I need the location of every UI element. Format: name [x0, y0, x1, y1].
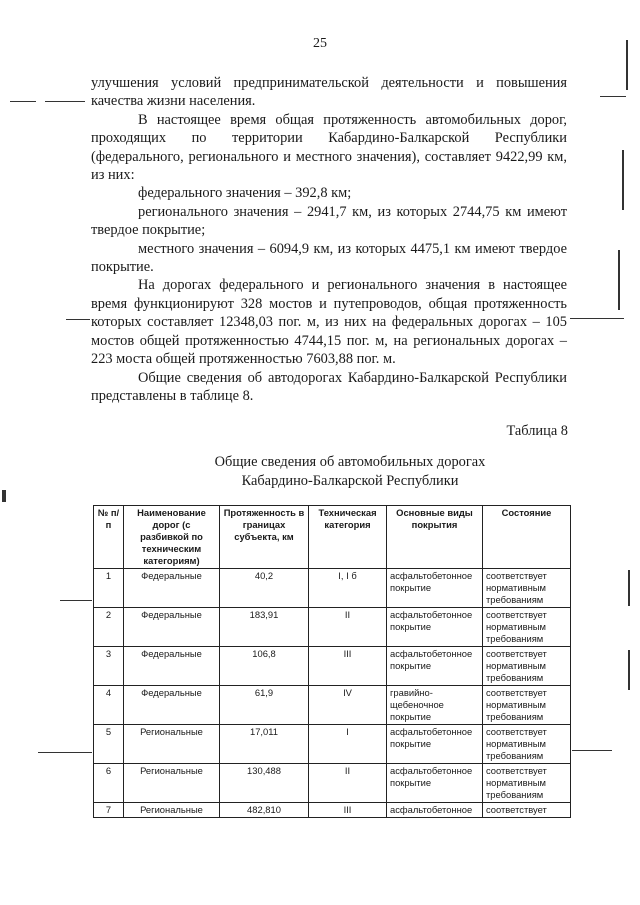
scan-artifact — [618, 250, 620, 310]
table-caption: Таблица 8 — [506, 423, 568, 439]
paragraph: В настоящее время общая протяженность автомобильных дорог, проходящих по территории Кабардино-Балкарской Республики (федерального, регионального и местного значения), составляет 9422,99 км, из них: — [91, 111, 567, 184]
cell-road-name: Федеральные — [124, 647, 220, 686]
scan-artifact — [66, 319, 90, 320]
cell-category: III — [309, 803, 387, 818]
table-header-row — [94, 506, 571, 569]
list-item: федерального значения – 392,8 км; — [138, 185, 352, 202]
table-title-line: Общие сведения об автомобильных дорогах — [214, 454, 486, 470]
cell-category: III — [309, 647, 387, 686]
cell-road-name: Региональные — [124, 725, 220, 764]
cell-surface: гравийно-щебеночное покрытие — [387, 686, 483, 725]
cell-road-name: Федеральные — [124, 686, 220, 725]
cell-surface: асфальтобетонное покрытие — [387, 608, 483, 647]
paragraph: На дорогах федерального и регионального значения в настоящее время функционируют 328 мостов и путепроводов, общая протяженность которых составляет 12348,03 пог. м, из них на федеральных дорогах – 105 мостов общей протяженностью 4744,15 пог. м, на региональных дорогах – 223 моста общей протяженностью 7603,88 пог. м. — [91, 277, 567, 368]
cell-length: 130,488 — [220, 764, 309, 803]
cell-surface: асфальтобетонное покрытие — [387, 725, 483, 764]
scan-artifact — [2, 490, 6, 502]
list-item: местного значения – 6094,9 км, из которых 4475,1 км имеют твердое покрытие. — [91, 240, 567, 276]
scan-artifact — [600, 96, 626, 97]
cell-surface: асфальтобетонное — [387, 803, 483, 818]
cell-road-name: Федеральные — [124, 608, 220, 647]
cell-category: IV — [309, 686, 387, 725]
column-header: Наименование дорог (с разбивкой по техническим категориям) — [124, 506, 220, 569]
cell-number: 4 — [94, 686, 124, 725]
cell-number: 2 — [94, 608, 124, 647]
cell-condition: соответствует нормативным требованиям — [483, 686, 571, 725]
cell-condition: соответствует — [483, 803, 571, 818]
cell-length: 183,91 — [220, 608, 309, 647]
scan-artifact — [622, 150, 624, 210]
cell-category: II — [309, 608, 387, 647]
cell-category: I — [309, 725, 387, 764]
table-row — [94, 803, 571, 818]
cell-length: 40,2 — [220, 569, 309, 608]
cell-length: 17,011 — [220, 725, 309, 764]
table-title — [150, 453, 550, 491]
cell-category: II — [309, 764, 387, 803]
cell-length: 106,8 — [220, 647, 309, 686]
cell-surface: асфальтобетонное покрытие — [387, 764, 483, 803]
cell-condition: соответствует нормативным требованиям — [483, 608, 571, 647]
cell-number: 7 — [94, 803, 124, 818]
cell-number: 3 — [94, 647, 124, 686]
table-title-line: Кабардино-Балкарской Республики — [241, 473, 459, 489]
cell-surface: асфальтобетонное покрытие — [387, 569, 483, 608]
column-header: Основные виды покрытия — [387, 506, 483, 569]
table-row — [94, 569, 571, 608]
scan-artifact — [628, 570, 630, 606]
table-row — [94, 686, 571, 725]
paragraph: улучшения условий предпринимательской деятельности и повышения качества жизни населения. — [91, 75, 567, 110]
scan-artifact — [572, 750, 612, 751]
cell-number: 6 — [94, 764, 124, 803]
list-item: регионального значения – 2941,7 км, из которых 2744,75 км имеют твердое покрытие; — [91, 203, 567, 239]
cell-condition: соответствует нормативным требованиям — [483, 725, 571, 764]
cell-road-name: Федеральные — [124, 569, 220, 608]
scan-artifact — [628, 650, 630, 690]
cell-length: 61,9 — [220, 686, 309, 725]
cell-condition: соответствует нормативным требованиям — [483, 569, 571, 608]
scan-artifact — [10, 101, 36, 102]
cell-road-name: Региональные — [124, 803, 220, 818]
cell-condition: соответствует нормативным требованиям — [483, 764, 571, 803]
table-row — [94, 725, 571, 764]
scan-artifact — [60, 600, 92, 601]
cell-number: 5 — [94, 725, 124, 764]
paragraph: Общие сведения об автодорогах Кабардино-Балкарской Республики представлены в таблице 8. — [91, 369, 567, 404]
column-header: № п/п — [94, 506, 124, 569]
column-header: Состояние — [483, 506, 571, 569]
body-text — [91, 74, 567, 405]
table-row — [94, 647, 571, 686]
table-row — [94, 764, 571, 803]
cell-length: 482,810 — [220, 803, 309, 818]
cell-surface: асфальтобетонное покрытие — [387, 647, 483, 686]
cell-category: I, I б — [309, 569, 387, 608]
column-header: Протяженность в границах субъекта, км — [220, 506, 309, 569]
scan-artifact — [626, 40, 628, 90]
table-row — [94, 608, 571, 647]
scan-artifact — [570, 318, 624, 319]
column-header: Техническая категория — [309, 506, 387, 569]
roads-table — [93, 505, 571, 818]
scan-artifact — [38, 752, 92, 753]
page-number: 25 — [313, 36, 327, 51]
cell-road-name: Региональные — [124, 764, 220, 803]
cell-condition: соответствует нормативным требованиям — [483, 647, 571, 686]
scan-artifact — [45, 101, 85, 102]
cell-number: 1 — [94, 569, 124, 608]
